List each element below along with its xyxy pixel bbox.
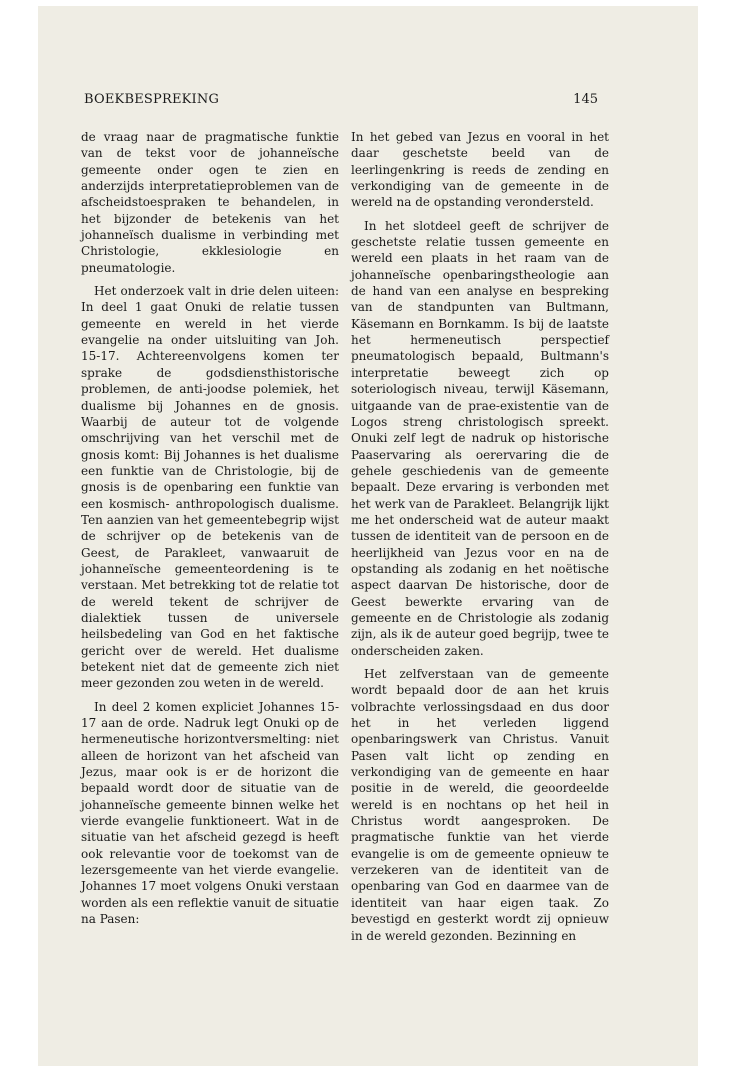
page-header — [84, 92, 598, 110]
paragraph: In het gebed van Jezus en vooral in het daar geschetste beeld van de leerlingenkring is reeds de zending en verkondiging van de gemeente in de wereld na de opstanding verondersteld. — [351, 130, 609, 210]
paragraph: Het zelfverstaan van de gemeente wordt bepaald door de aan het kruis volbrachte verlossingsdaad en dus door het in het verleden liggend openbaringswerk van Christus. Vanuit Pasen valt licht op zending en verkondiging van de gemeente en haar positie in de wereld, die geoordeelde wereld is en nochtans op het heil in Christus wordt aangesproken. De pragmatische funktie van het vierde evangelie is om de gemeente opnieuw te verzekeren van de identiteit van de openbaring van God en daarmee van de identiteit van haar eigen taak. Zo bevestigd en gesterkt wordt zij opnieuw in de wereld gezonden. Bezinning en — [351, 667, 609, 943]
paragraph: In het slotdeel geeft de schrijver de geschetste relatie tussen gemeente en wereld een plaats in het raam van de johanneïsche openbaringstheologie aan de hand van een analyse en bespreking van de standpunten van Bultmann, Käsemann en Bornkamm. Is bij de laatste het hermeneutisch perspectief pneumatologisch bepaald, Bultmann's interpretatie beweegt zich op soteriologisch niveau, terwijl Käsemann, uitgaande van de prae-existentie van de Logos streng christologisch spreekt. Onuki zelf legt de nadruk op historische Paaservaring als oerervaring die de gehele geschiedenis van de gemeente bepaalt. Deze ervaring is verbonden met het werk van de Parakleet. Belangrijk lijkt me het onderscheid wat de auteur maakt tussen de identiteit van de persoon en de heerlijkheid van Jezus voor en na de opstanding als zodanig en het noëtische aspect daarvan De historische, door de Geest bewerkte ervaring van de gemeente en de Christologie als zodanig zijn, als ik de auteur goed begrijp, twee te onderscheiden zaken. — [351, 218, 609, 658]
paragraph: de vraag naar de pragmatische funktie van de tekst voor de johanneïsche gemeente onder ogen te zien en anderzijds interpretatieproblemen van de afscheidstoespraken te behandelen, in het bijzonder de betekenis van het johanneïsch dualisme in verbinding met Christologie, ekklesiologie en pneumatologie. — [81, 130, 339, 275]
paragraph: In deel 2 komen expliciet Johannes 15-17 aan de orde. Nadruk legt Onuki op de hermeneutische horizontversmelting: niet alleen de horizont van het afscheid van Jezus, maar ook is er de horizont die bepaald wordt door de situatie van de johanneïsche gemeente binnen welke het vierde evangelie funktioneert. Wat in de situatie van het afscheid gezegd is heeft ook relevantie voor de toekomst van de lezersgemeente van het vierde evangelie. Johannes 17 moet volgens Onuki verstaan worden als een reflektie vanuit de situatie na Pasen: — [81, 699, 339, 927]
right-column — [351, 129, 609, 951]
book-page — [38, 6, 698, 1066]
paragraph: Het onderzoek valt in drie delen uiteen: In deel 1 gaat Onuki de relatie tussen gemeente en wereld in het vierde evangelie na onder uitsluiting van Joh. 15-17. Achtereenvolgens komen ter sprake de godsdiensthistorische problemen, de anti-joodse polemiek, het dualisme bij Johannes en de gnosis. Waarbij de auteur tot de volgende omschrijving van het verschil met de gnosis komt: Bij Johannes is het dualisme een funktie van de Christologie, bij de gnosis is de openbaring een funktie van een kosmisch- anthropologisch dualisme. Ten aanzien van het gemeentebegrip wijst de schrijver op de betekenis van de Geest, de Parakleet, vanwaaruit de johanneïsche gemeenteordening is te verstaan. Met betrekking tot de relatie tot de wereld tekent de schrijver de dialektiek tussen de universele heilsbedeling van God en het faktische gericht over de wereld. Het dualisme betekent niet dat de gemeente zich niet meer gezonden zou weten in de wereld. — [81, 284, 339, 691]
left-column — [81, 129, 339, 935]
page-number: 145 — [573, 92, 598, 107]
running-head: BOEKBESPREKING — [84, 92, 220, 107]
